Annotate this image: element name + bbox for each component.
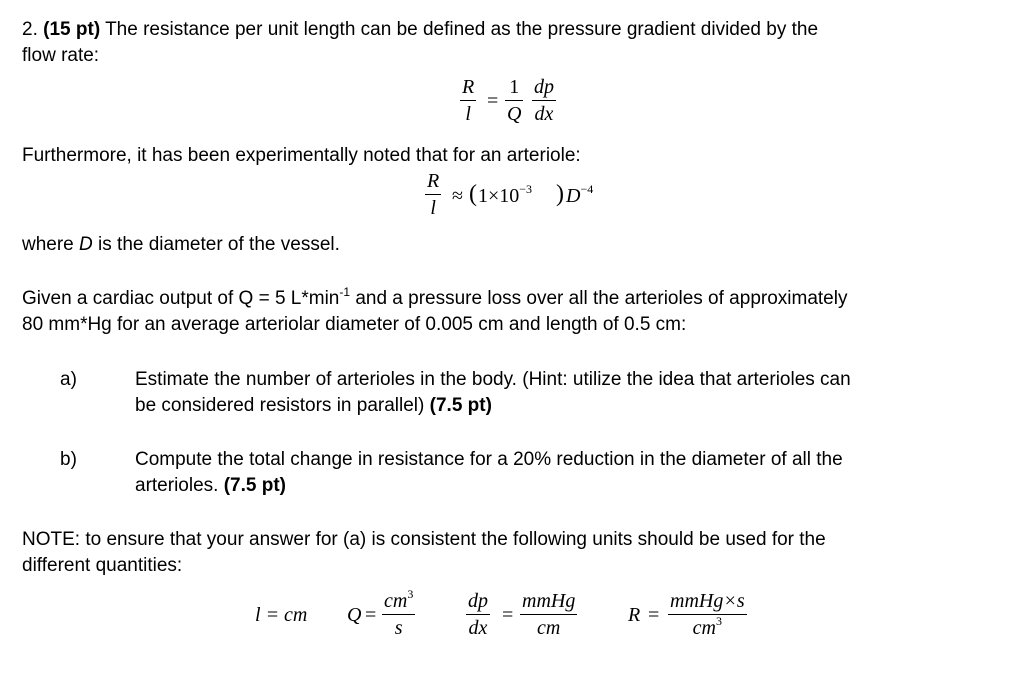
furthermore-text: Furthermore, it has been experimentally noted that for an arteriole: [22, 145, 581, 166]
fraction-dp-over-dx: dp dx [534, 76, 554, 125]
part-b-points: (7.5 pt) [223, 475, 286, 496]
part-a-text: Estimate the number of arterioles in the body. (Hint: utilize the idea that arterioles can [135, 369, 851, 390]
unit-resistance: mmHg×s $cm^3$ [670, 590, 745, 639]
given-text-continued: 80 mm*Hg for an average arteriolar diameter of 0.005 cm and length of 0.5 cm: [22, 314, 687, 335]
unit-pressure-gradient: mmHg cm [522, 590, 576, 639]
problem-points: (15 pt) [43, 19, 101, 40]
note-text: NOTE: to ensure that your answer for (a) is consistent the following units should be used for the [22, 529, 826, 550]
part-b-text: Compute the total change in resistance for a 20% reduction in the diameter of all the [135, 449, 843, 470]
problem-intro-continued: flow rate: [22, 45, 100, 66]
problem-number: 2. [22, 19, 38, 40]
where-text: where D is the diameter of the vessel. [22, 234, 340, 255]
given-text: Given a cardiac output of Q = 5 $L*\min^{-1}$ and a pressure loss over all the arterioles of approximately [22, 284, 848, 309]
problem-intro: The resistance per unit length can be defined as the pressure gradient divided by the [105, 19, 819, 40]
problem-heading [22, 17, 818, 43]
note-text-continued: different quantities: [22, 555, 183, 576]
unit-gradient-lhs: dp dx [468, 590, 488, 639]
unit-flow-rate: $cm^3$ s [384, 587, 414, 639]
part-a-label: a) [60, 369, 77, 390]
part-a-text-continued: be considered resistors in parallel) (7.5 pt) [135, 395, 492, 416]
fraction-R-over-l: R l [462, 76, 475, 125]
part-b-text-continued: arterioles. (7.5 pt) [135, 475, 286, 496]
part-a-points: (7.5 pt) [429, 395, 492, 416]
fraction-R-over-l-2: R l [427, 170, 440, 219]
fraction-1-over-Q: 1 Q [507, 76, 522, 125]
part-b-label: b) [60, 449, 77, 470]
unit-length: l = cm [255, 604, 308, 626]
